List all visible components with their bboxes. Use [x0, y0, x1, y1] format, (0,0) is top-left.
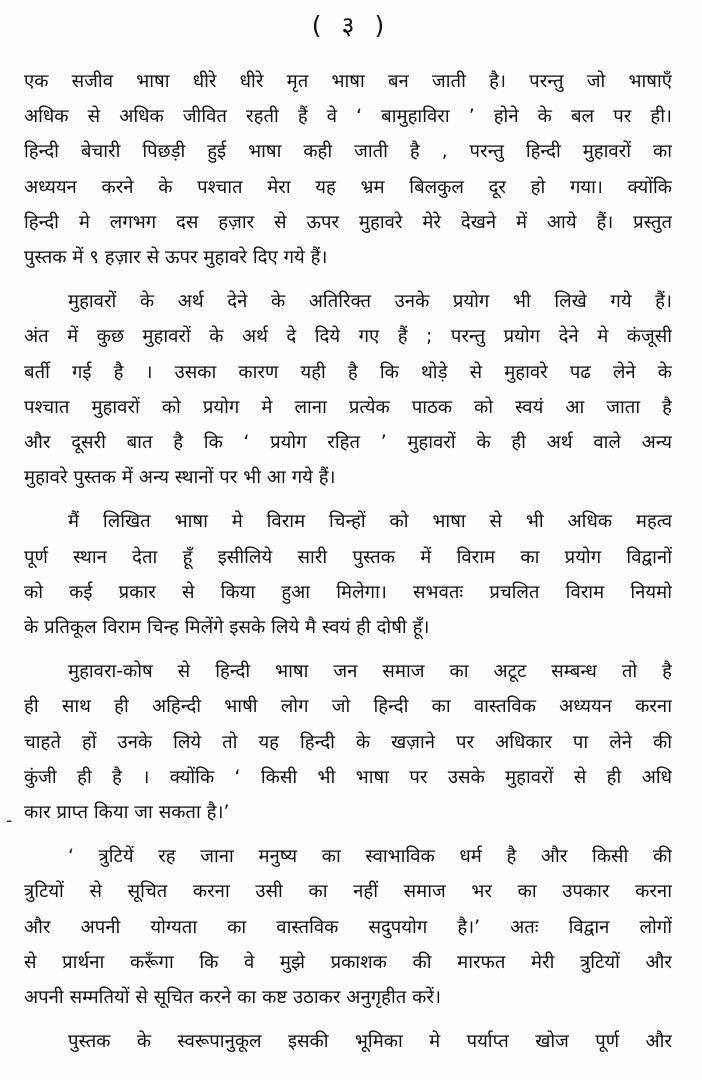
text-line: अध्ययन करने के पश्चात मेरा यह भ्रम बिलकुल दूर हो गया। क्योंकि: [24, 176, 672, 198]
text-line: चाहते हों उनके लिये तो यह हिन्दी के खज़ाने पर अधिकार पा लेने की: [24, 731, 672, 753]
text-line: अंत में कुछ मुहावरों के अर्थ दे दिये गए हैं ; परन्तु प्रयोग देने मे कंजूसी: [24, 326, 672, 348]
text-line: मुहावरों के अर्थ देने के अतिरिक्त उनके प्रयोग भी लिखे गये हैं।: [68, 291, 672, 313]
paragraph-3: [24, 504, 672, 645]
paragraph-5: [24, 839, 672, 1015]
text-line: कुंजी ही है । क्योंकि ‘ किसी भी भाषा पर उसके मुहावरों से ही अधि: [24, 766, 672, 788]
page-number: ( ३ ): [311, 11, 391, 40]
text-line: के प्रतिकूल विराम चिन्ह मिलेंगे इसके लिये मै स्वयं ही दोषी हूँ।: [24, 617, 430, 639]
text-line: एक सजीव भाषा धीरे धीरे मृत भाषा बन जाती है। परन्तु जो भाषाएँ: [24, 71, 672, 92]
paragraph-1: [24, 64, 672, 275]
text-line: हिन्दी मे लगभग दस हज़ार से ऊपर मुहावरे मेरे देखने में आये हैं। प्रस्तुत: [24, 211, 672, 233]
text-line: बर्ती गई है । उसका कारण यही है कि थोड़े से मुहावरे पढ लेने के: [24, 361, 672, 383]
text-line: कार प्राप्त किया जा सकता है।’: [24, 802, 230, 824]
text-line: मुहावरा-कोष से हिन्दी भाषा जन समाज का अटूट सम्बन्ध तो है: [68, 661, 672, 683]
text-line: और अपनी योग्यता का वास्तविक सदुपयोग है।’ अतः विद्वान लोगों: [24, 916, 672, 938]
text-line: पुस्तक में ९ हज़ार से ऊपर मुहावरे दिए गये हैं।: [24, 247, 328, 269]
text-line: अपनी सम्मतियों से सूचित करने का कष्ट उठाकर अनुगृहीत करें।: [24, 987, 441, 1009]
text-line: पश्चात मुहावरों को प्रयोग मे लाना प्रत्येक पाठक को स्वयं आ जाता है: [24, 396, 672, 418]
text-line: को कई प्रकार से किया हुआ मिलेगा। सभवतः प्रचलित विराम नियमो: [24, 581, 672, 603]
text-line: मैं लिखित भाषा मे विराम चिन्हों को भाषा से भी अधिक महत्व: [68, 511, 672, 533]
text-line: मुहावरे पुस्तक में अन्य स्थानों पर भी आ गये हैं।: [24, 467, 336, 489]
margin-mark: -: [6, 810, 13, 831]
text-line: ही साथ ही अहिन्दी भाषी लोग जो हिन्दी का वास्तविक अध्ययन करना: [24, 696, 672, 718]
paragraph-4: [24, 654, 672, 830]
text-line: अधिक से अधिक जीवित रहती हैं वे ‘ बामुहाविरा ’ होने के बल पर ही।: [24, 106, 672, 128]
document-body: [24, 64, 672, 1068]
paragraph-6: [24, 1024, 672, 1059]
paragraph-2: [24, 284, 672, 495]
text-line: और दूसरी बात है कि ‘ प्रयोग रहित ’ मुहावरों के ही अर्थ वाले अन्य: [24, 432, 672, 454]
text-line: हिन्दी बेचारी पिछड़ी हुई भाषा कही जाती है , परन्तु हिन्दी मुहावरों का: [24, 141, 672, 163]
text-line: ‘ त्रुटियें रह जाना मनुष्य का स्वाभाविक धर्म है और किसी की: [68, 846, 672, 868]
text-line: पुस्तक के स्वरूपानुकूल इसकी भूमिका मे पर्याप्त खोज पूर्ण और: [68, 1031, 672, 1053]
text-line: पूर्ण स्थान देता हूँ इसीलिये सारी पुस्तक में विराम का प्रयोग विद्वानों: [24, 546, 672, 568]
text-line: त्रुटियों से सूचित करना उसी का नहीं समाज भर का उपकार करना: [24, 881, 672, 903]
text-line: से प्रार्थना करूँगा कि वे मुझे प्रकाशक की मारफत मेरी त्रुटियों और: [24, 951, 672, 973]
